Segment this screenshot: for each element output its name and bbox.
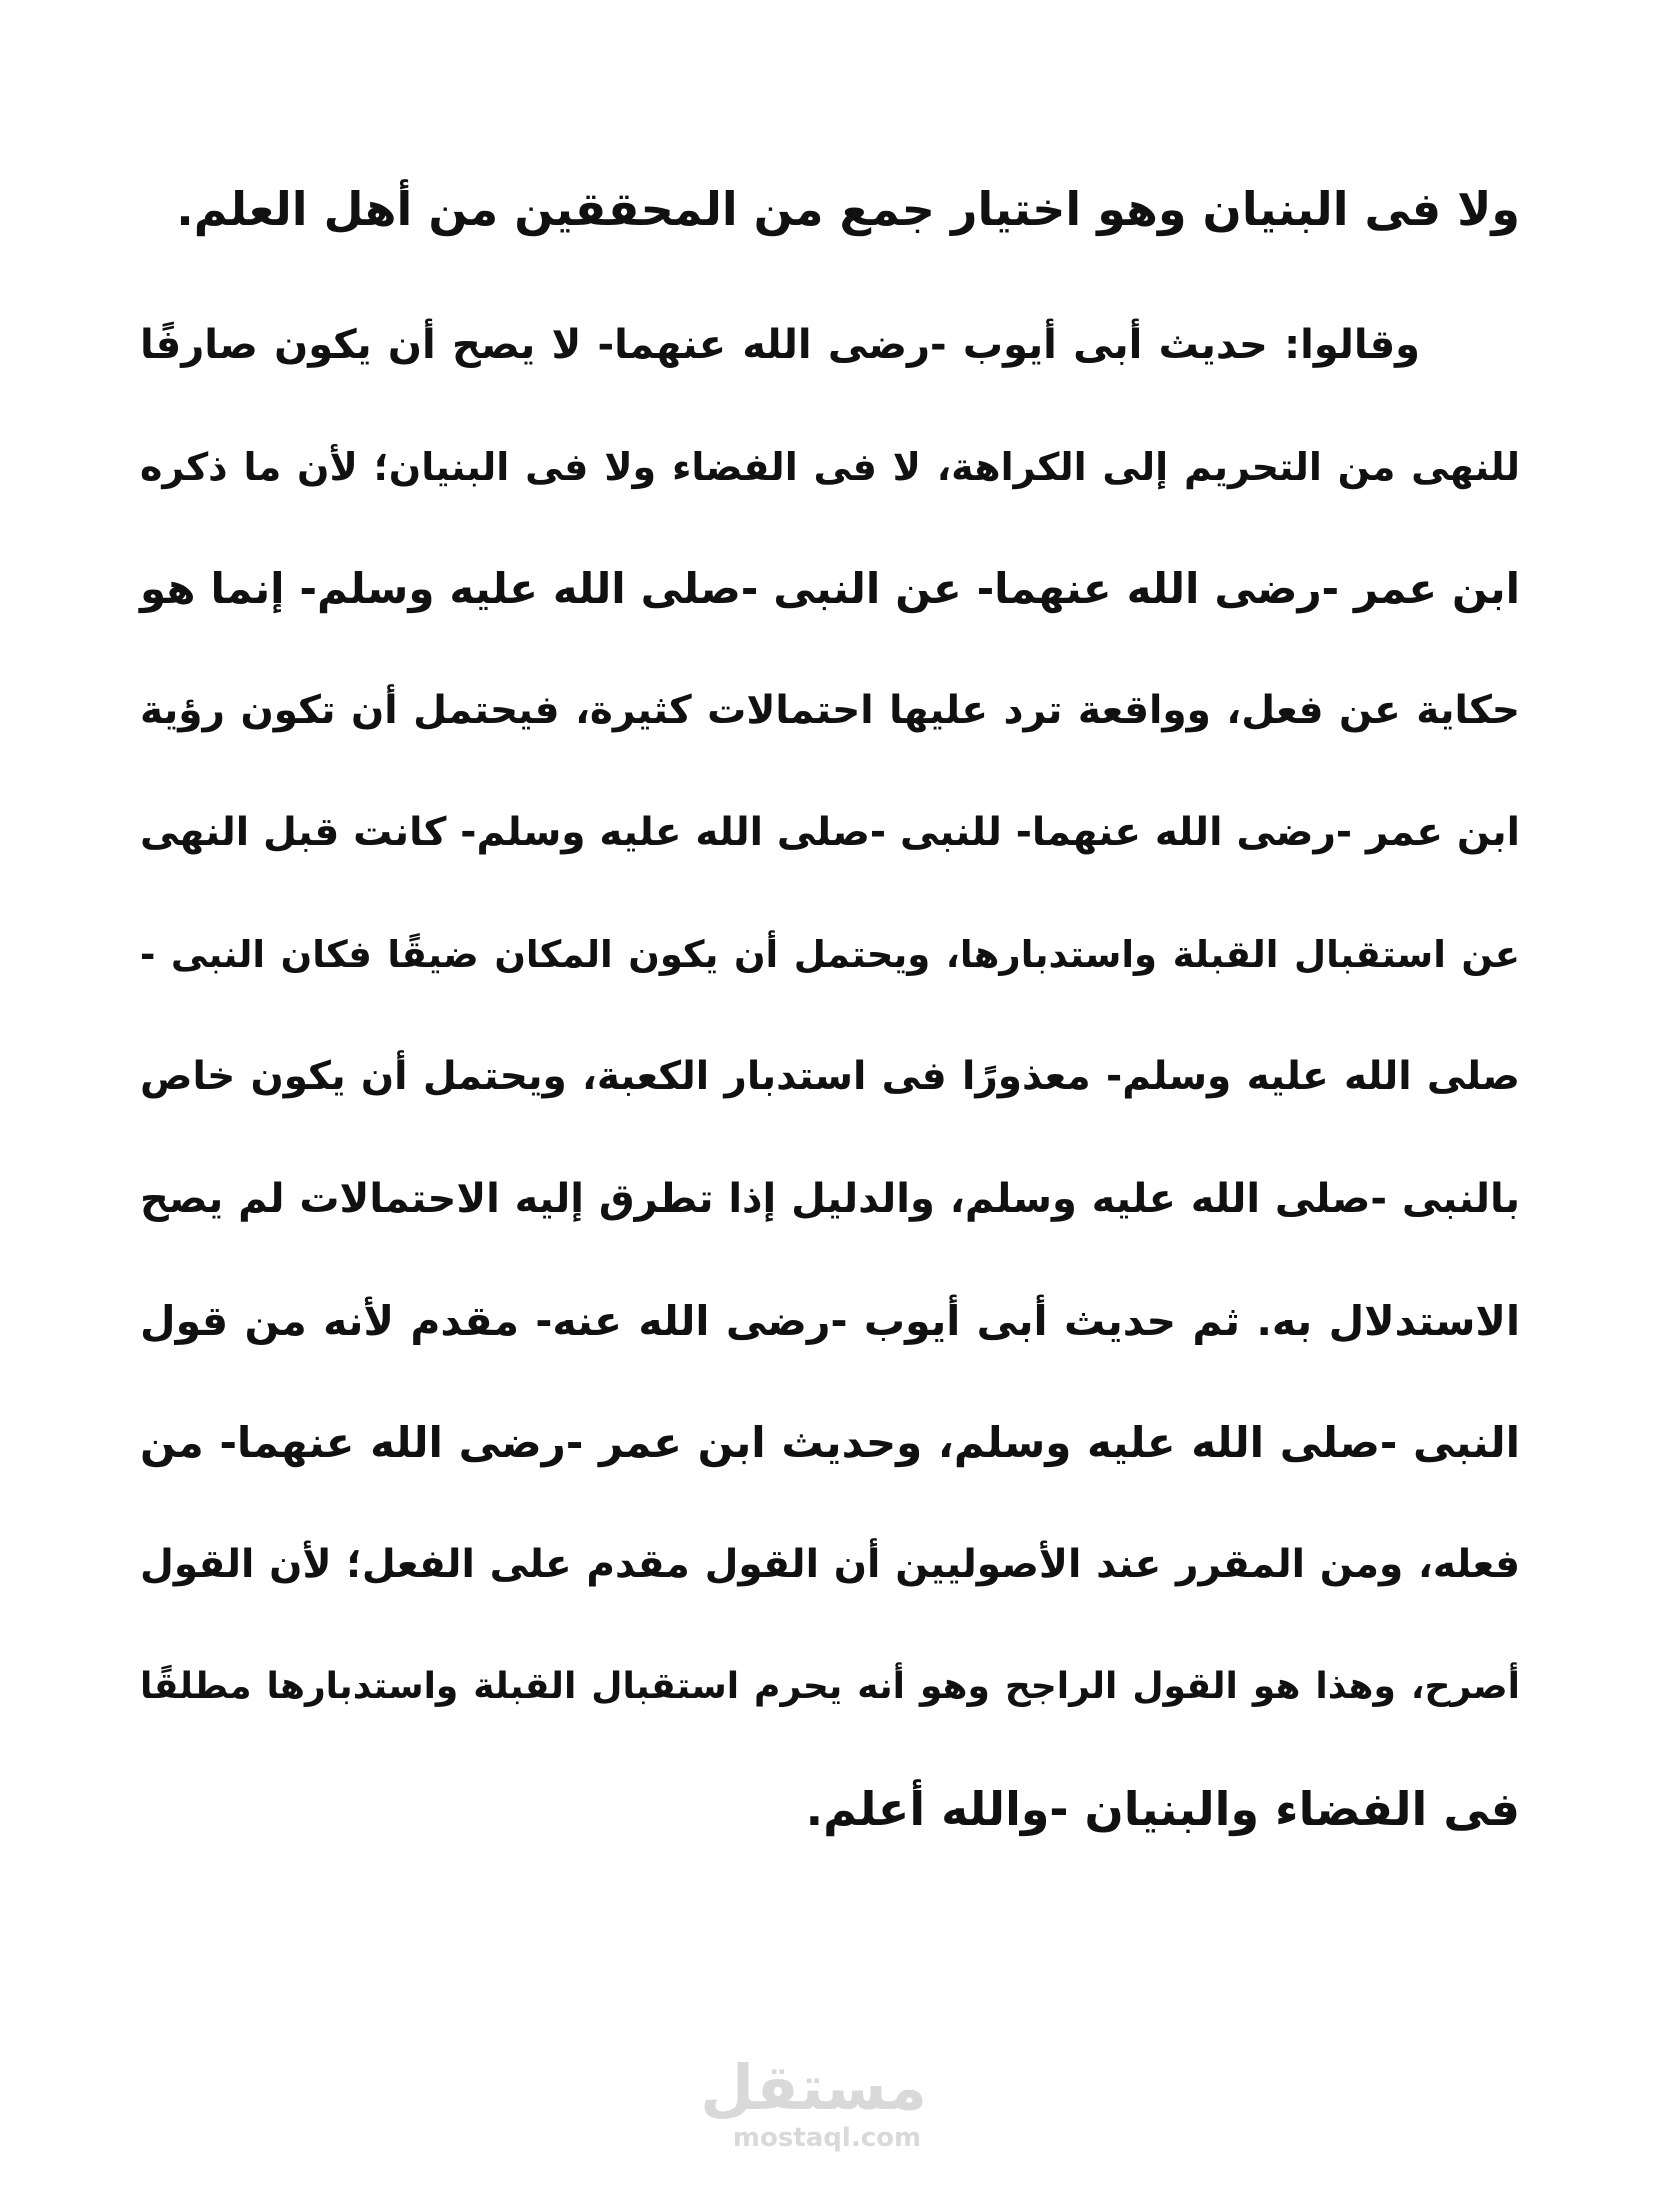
- watermark-url: mostaql.com: [732, 2123, 922, 2153]
- paragraph-2-line-13: فى الفضاء والبنيان -والله أعلم.: [805, 1782, 1520, 1836]
- paragraph-2-line-10: النبى -صلى الله عليه وسلم، وحديث ابن عمر -رضى الله عنهما- من: [140, 1418, 1520, 1467]
- paragraph-spacer: [140, 270, 1520, 284]
- paragraph-2-line-11: فعله، ومن المقرر عند الأصوليين أن القول مقدم على الفعل؛ لأن القول: [140, 1542, 1520, 1587]
- paragraph-2-line-1: وقالوا: حديث أبى أيوب -رضى الله عنهما- لا يصح أن يكون صارفًا: [140, 322, 1420, 368]
- watermark-logo-text: مستقل: [700, 2051, 927, 2124]
- paragraph-2-line-6: عن استقبال القبلة واستدبارها، ويحتمل أن يكون المكان ضيقًا فكان النبى -: [140, 933, 1520, 976]
- paragraph-2-line-12: أصرح، وهذا هو القول الراجح وهو أنه يحرم استقبال القبلة واستدبارها مطلقًا: [140, 1666, 1520, 1707]
- paragraph-2-line-4: حكاية عن فعل، وواقعة ترد عليها احتمالات كثيرة، فيحتمل أن تكون رؤية: [140, 688, 1520, 733]
- paragraph-2-line-5: ابن عمر -رضى الله عنهما- للنبى -صلى الله عليه وسلم- كانت قبل النهى: [140, 810, 1520, 855]
- paragraph-2-line-7: صلى الله عليه وسلم- معذورًا فى استدبار الكعبة، ويحتمل أن يكون خاص: [140, 1054, 1520, 1099]
- paragraph-2-line-9: الاستدلال به. ثم حديث أبى أيوب -رضى الله عنه- مقدم لأنه من قول: [140, 1297, 1520, 1345]
- paragraph-1-line-1: ولا فى البنيان وهو اختيار جمع من المحققين من أهل العلم.: [176, 182, 1520, 236]
- paragraph-2-line-3: ابن عمر -رضى الله عنهما- عن النبى -صلى الله عليه وسلم- إنما هو: [140, 564, 1520, 613]
- paragraph-2-line-8: بالنبى -صلى الله عليه وسلم، والدليل إذا تطرق إليه الاحتمالات لم يصح: [140, 1176, 1520, 1222]
- body-text: [140, 148, 1520, 1870]
- watermark-logo: [700, 2051, 927, 2153]
- paragraph-2-line-2: للنهى من التحريم إلى الكراهة، لا فى الفضاء ولا فى البنيان؛ لأن ما ذكره: [140, 445, 1520, 489]
